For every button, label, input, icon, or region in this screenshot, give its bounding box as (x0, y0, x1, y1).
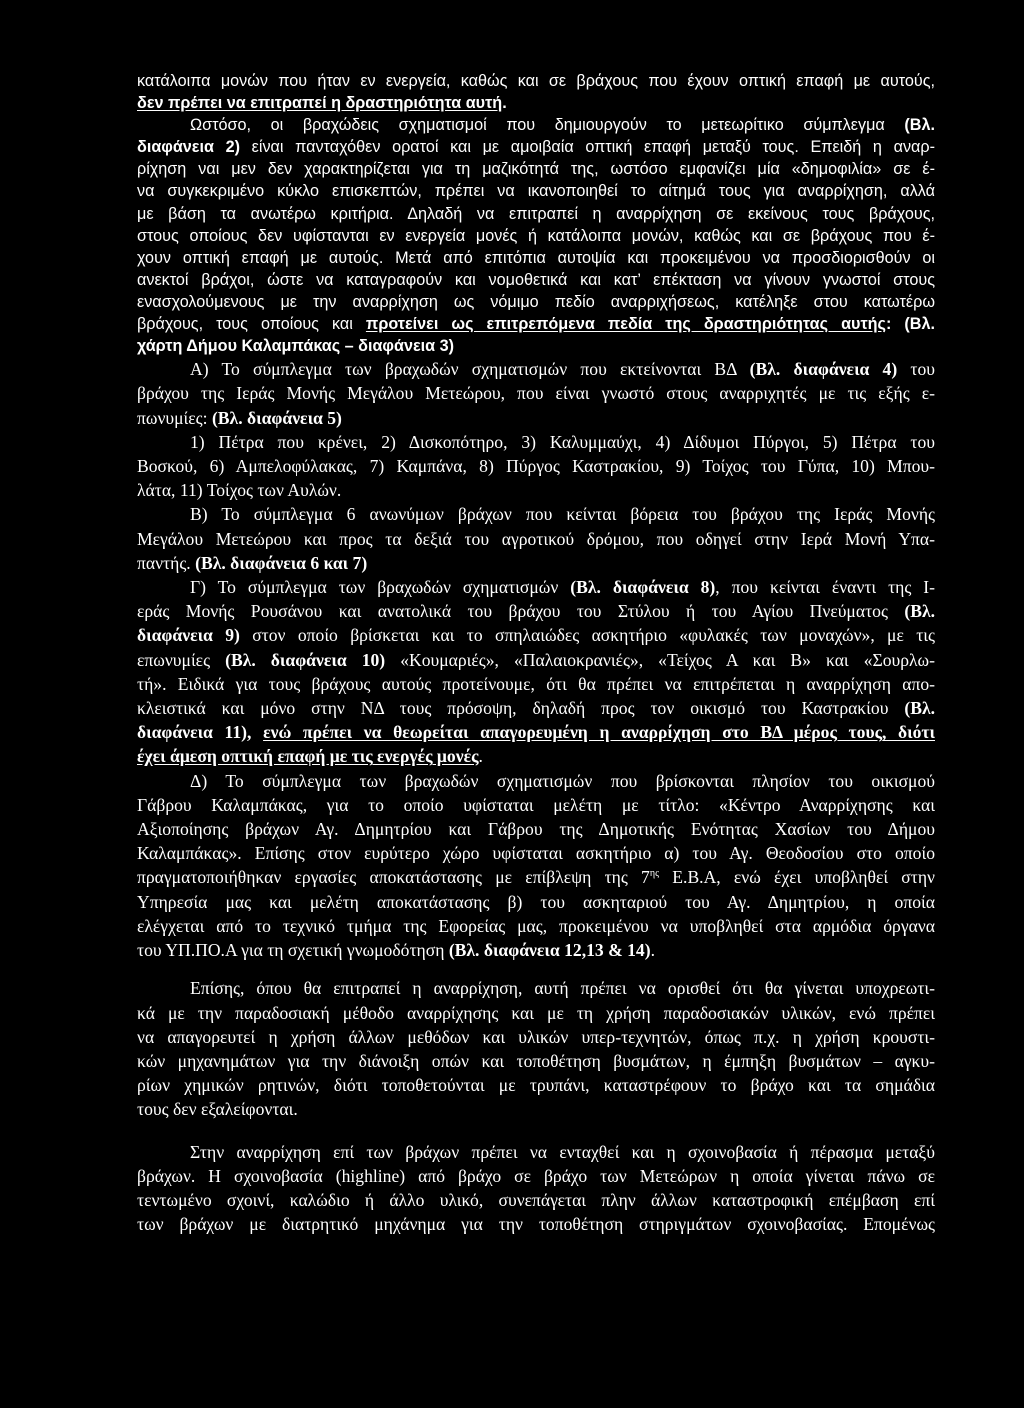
text-line: με βάση τα ανωτέρω κριτήρια. Δηλαδή να επιτραπεί η αναρρίχηση σε εκείνους τους βράχους, (137, 204, 935, 223)
paragraph-traditional-method: Επίσης, όπου θα επιτραπεί η αναρρίχηση, αυτή πρέπει να ορισθεί ότι θα γίνεται υποχρεωτι- (190, 978, 935, 999)
text-line: κατάλοιπα μονών που ήταν εν ενεργεία, καθώς και σε βράχους που έχουν οπτική επαφή με αυτούς, (137, 72, 935, 90)
text-line: Μεγάλου Μετεώρου και προς τα δεξιά του αγροτικού δρόμου, που οδηγεί στην Ιερά Μονή Υπα- (137, 528, 935, 549)
text-line: στους οποίους δεν υφίστανται εν ενεργεία μονές ή κατάλοιπα μονών, καθώς και σε βράχους που έ- (137, 226, 935, 245)
item-c: Γ) Το σύμπλεγμα των βραχωδών σχηματισμών (Βλ. διαφάνεια 8), που κείνται έναντι της Ι- (190, 577, 935, 598)
text-line: Βοσκού, 6) Αμπελοφύλακας, 7) Καμπάνα, 8) Πύργος Καστρακίου, 9) Τοίχος του Γύπα, 10) Μπου- (137, 456, 935, 477)
rock-names-list: 1) Πέτρα που κρένει, 2) Δισκοπότηρο, 3) Καλυμμαύχι, 4) Δίδυμοι Πύργοι, 5) Πέτρα του (190, 431, 935, 452)
underlined-statement: ενώ πρέπει να θεωρείται απαγορευμένη η αναρρίχηση στο ΒΔ μέρος τους, διότι (263, 722, 935, 743)
text-line: Αξιοποίησης βράχων Αγ. Δημητρίου και Γάβρου της Δημοτικής Ενότητας Χασίων του Δήμου (137, 819, 935, 840)
text-line: κά με την παραδοσιακή μέθοδο αναρρίχησης και με τη χρήση παραδοσιακών υλικών, ενώ πρέπει (137, 1002, 935, 1023)
text-line: Γάβρου Καλαμπάκας, για το οποίο υφίσταται μελέτη με τίτλο: «Κέντρο Αναρρίχησης και (137, 794, 935, 815)
text-line: πραγματοποιήθηκαν εργασίες αποκατάστασης με επίβλεψη της $7^{\eta\varsigma}$ Ε.Β.Α, ενώ έχει υποβληθεί στην (137, 867, 935, 888)
text-line: τεντωμένο σχοινί, καλώδιο ή άλλο υλικό, συνεπάγεται πλην άλλων καταστροφική επέμβαση επί (137, 1189, 935, 1210)
text-line: βράχου της Ιεράς Μονής Μεγάλου Μετεώρου, που είναι γνωστό στους αναρριχητές με τις εξής ε- (137, 383, 935, 404)
text-line: να συγκεκριμένο κύκλο επισκεπτών, πρέπει να ικανοποιηθεί το αίτημά τους για αναρρίχηση, αλλά (137, 182, 935, 201)
text-line: κών μηχανημάτων για την διάνοιξη οπών και τοποθέτηση βυσμάτων, η έμπηξη βυσμάτων – αγκυ- (137, 1050, 935, 1071)
text-line: των βράχων με διατρητικό μηχάνημα για την τοποθέτηση στηριγμάτων σχοινοβασίας. Επομένως (137, 1214, 935, 1235)
underlined-statement: δεν πρέπει να επιτραπεί η δραστηριότητα αυτή (137, 94, 503, 113)
paragraph-permitted-fields (137, 357, 935, 1236)
text-line: τους δεν εξαλείφονται. (137, 1099, 298, 1120)
text-line: να απαγορευτεί η χρήση άλλων μεθόδων και υλικών υπερ-τεχνητών, όπως π.χ. η χρήση κρουστι- (137, 1026, 935, 1047)
slide-reference: διαφάνεια 2) (137, 138, 240, 157)
text-line: διαφάνεια 11), ενώ πρέπει να θεωρείται απαγορευμένη η αναρρίχηση στο ΒΔ μέρος τους, διότι (137, 722, 935, 743)
text-line: επωνυμίες (Βλ. διαφάνεια 10) «Κουμαριές», «Παλαιοκρανιές», «Τείχος Α και Β» και «Σουρλω- (137, 649, 935, 670)
text-line: του ΥΠ.ΠΟ.Α για τη σχετική γνωμοδότηση (Βλ. διαφάνεια 12,13 & 14). (137, 940, 655, 961)
underlined-statement: προτείνει ως επιτρεπόμενα πεδία της δραστηριότητας αυτής (365, 315, 886, 334)
text-line: λάτα, 11) Τοίχος των Αυλών. (137, 480, 342, 501)
text-line: πωνυμίες: (Βλ. διαφάνεια 5) (137, 407, 342, 428)
text-line: ελέγχεται από το τεχνικό τμήμα της Εφορείας μας, προκειμένου να υποβληθεί στα αρμόδια όργανα (137, 915, 935, 936)
text-line: Καλαμπάκας». Επίσης στον ευρύτερο χώρο υφίσταται ασκητήριο α) του Αγ. Θεοδοσίου στο οποίο (137, 843, 935, 864)
slide-reference: (Βλ. διαφάνεια 6 και 7) (195, 552, 368, 573)
underlined-statement: έχει άμεση οπτική επαφή με τις ενεργές μονές (137, 746, 479, 767)
text-line: δεν πρέπει να επιτραπεί η δραστηριότητα αυτή. (137, 94, 507, 113)
item-d: Δ) Το σύμπλεγμα των βραχωδών σχηματισμών που βρίσκονται πλησίον του οικισμού (190, 770, 935, 791)
text-line: βράχους, τους οποίους και προτείνει ως επιτρεπόμενα πεδία της δραστηριότητας αυτής: (Βλ. (137, 315, 935, 334)
text-line: βράχων. Η σχοινοβασία (highline) από βράχο σε βράχο των Μετεώρων η οποία γίνεται πάνω σε (137, 1165, 935, 1186)
item-a: Α) Το σύμπλεγμα των βραχωδών σχηματισμών που εκτείνονται ΒΔ (Βλ. διαφάνεια 4) του (190, 359, 935, 380)
item-b: Β) Το σύμπλεγμα 6 ανωνύμων βράχων που κείνται βόρεια του βράχου της Ιεράς Μονής (190, 504, 935, 525)
text-line: παντής. (Βλ. διαφάνεια 6 και 7) (137, 552, 368, 573)
text-line: διαφάνεια 9) στον οποίο βρίσκεται και το σπηλαιώδες ασκητήριο «φυλακές των μοναχών», με τις (137, 625, 935, 646)
text-line: χουν οπτική επαφή με αυτούς. Μετά από επιτόπια αυτοψία και προκειμένου να προσδιορισθούν οι (137, 248, 935, 267)
text-line: ανεκτοί βράχοι, ώστε να καταγραφούν και νομοθετικά και κατ’ επέκταση να γίνουν γνωστοί στους (137, 270, 935, 289)
slide-reference: (Βλ. διαφάνεια 12,13 & 14) (448, 940, 651, 961)
slide-reference: (Βλ. διαφάνεια 5) (211, 407, 342, 428)
text-line: Ωστόσο, οι βραχώδεις σχηματισμοί που δημιουργούν το μετεωρίτικο σύμπλεγμα (Βλ. (190, 116, 935, 135)
paragraph-climbing-restrictions (137, 70, 935, 357)
slide-reference: χάρτη Δήμου Καλαμπάκας – διαφάνεια 3) (137, 337, 454, 356)
text-line: τή». Ειδικά για τους βράχους αυτούς προτείνουμε, ότι θα πρέπει να επιτρέπεται η αναρρίχηση απο- (137, 673, 935, 694)
text-line: έχει άμεση οπτική επαφή με τις ενεργές μονές. (137, 746, 483, 767)
document-page (137, 70, 935, 1236)
text-line: κλειστικά και μόνο στην ΝΔ τους πρόσοψη, δηλαδή προς τον οικισμό του Καστρακίου (Βλ. (137, 698, 935, 719)
paragraph-highline: Στην αναρρίχηση επί των βράχων πρέπει να ενταχθεί και η σχοινοβασία ή πέρασμα μεταξύ (190, 1141, 935, 1162)
text-line (137, 335, 935, 357)
text-line: εράς Μονής Ρουσάνου και ανατολικά του βράχου του Στύλου ή του Αγίου Πνεύματος (Βλ. (137, 601, 936, 622)
text-line: Υπηρεσία μας και μελέτη αποκατάστασης β) του ασκηταριού του Αγ. Δημητρίου, η οποία (137, 891, 935, 912)
text-line: ρίχηση ναι μεν δεν χαρακτηρίζεται για τη μαζικότητά της, ωστόσο εμφανίζει μία «δημοφιλία» σε έ- (137, 160, 935, 179)
text-line: διαφάνεια 2) είναι πανταχόθεν ορατοί και με αμοιβαία οπτική επαφή μεταξύ τους. Επειδή η αναρ- (137, 138, 935, 157)
text-line: ενασχολούμενους με την αναρρίχηση ως νόμιμο πεδίο αναρριχήσεως, κατέληξε στου κατωτέρω (137, 292, 935, 311)
text-line: ρίων χημικών ρητινών, διότι τοποθετούνται με τρυπάνι, καταστρέφουν το βράχο και τα σημάδια (137, 1075, 935, 1096)
